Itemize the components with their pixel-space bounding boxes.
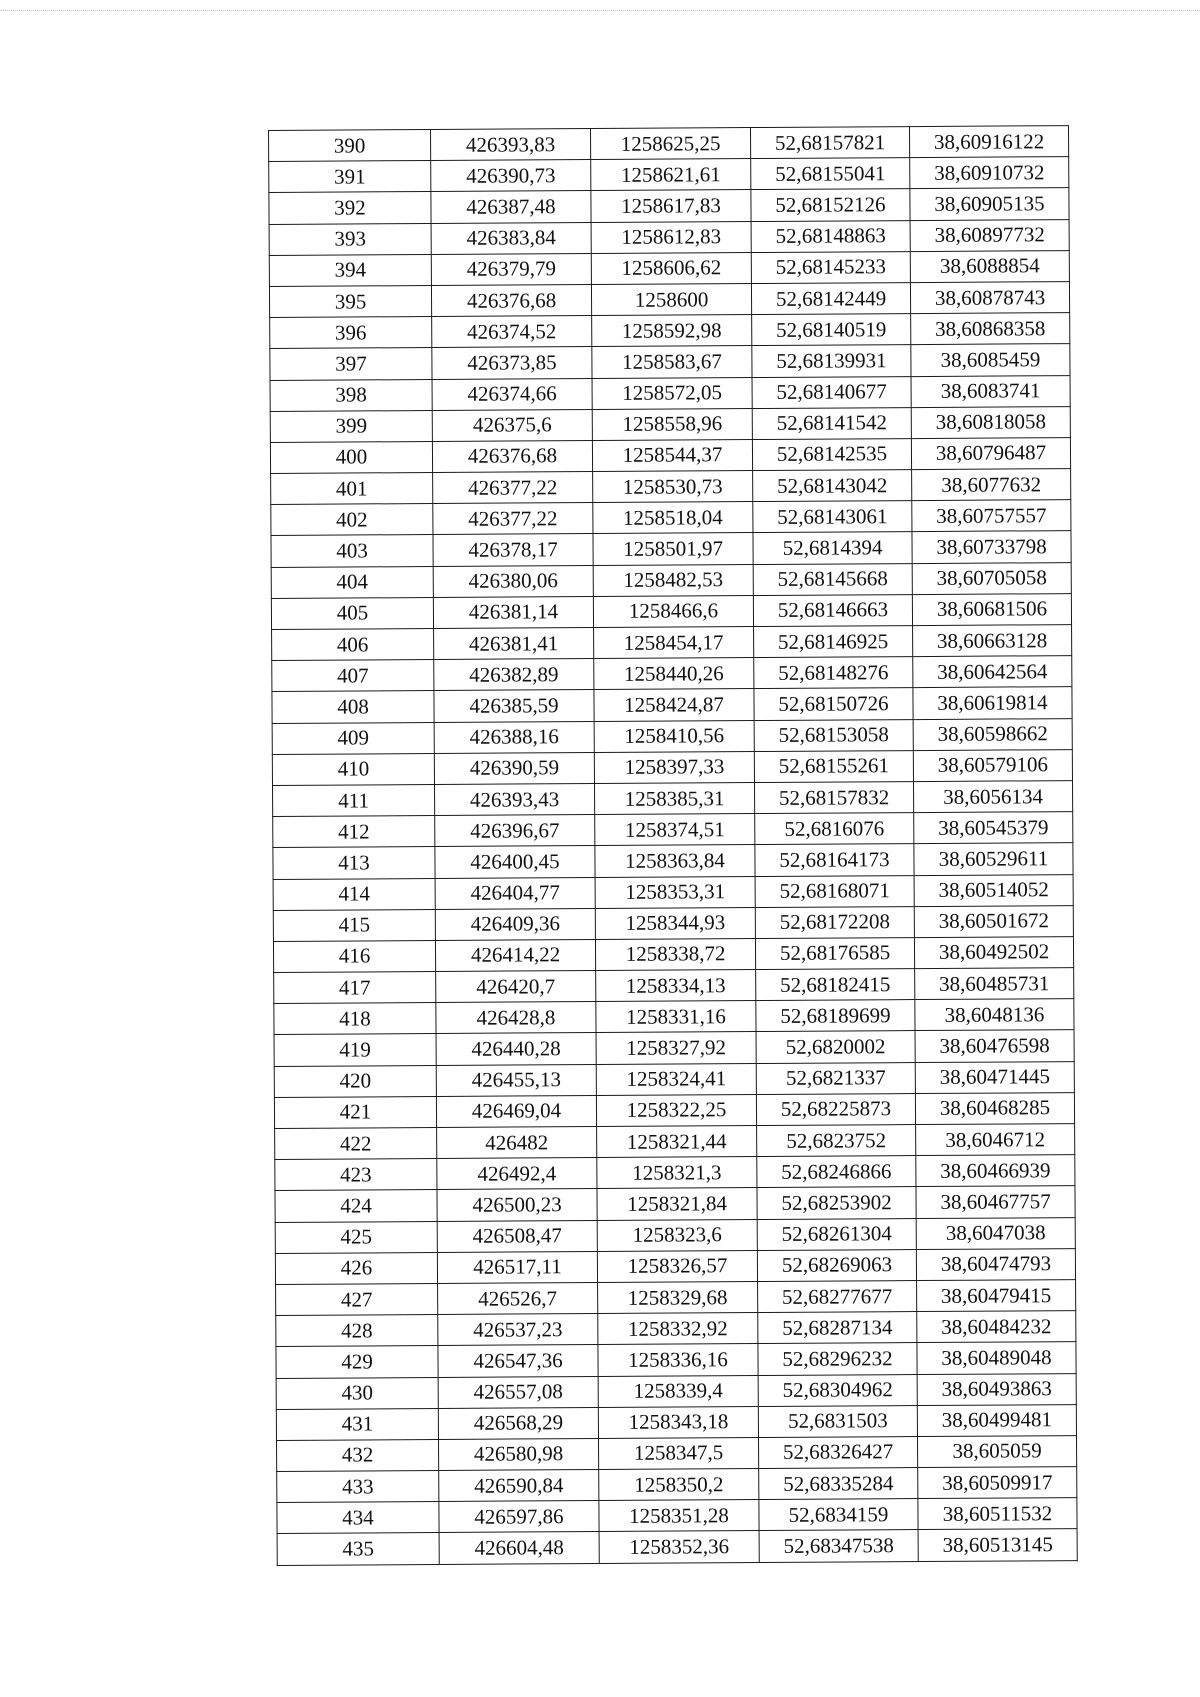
latitude-cell: 52,68143061 — [753, 501, 912, 533]
x-coordinate-cell: 426381,41 — [434, 628, 594, 660]
y-coordinate-cell: 1258352,36 — [599, 1531, 759, 1563]
x-coordinate-cell: 426387,48 — [431, 191, 591, 223]
table-row — [271, 531, 1071, 567]
latitude-cell: 52,68140519 — [752, 314, 911, 346]
x-coordinate-cell: 426508,47 — [437, 1220, 597, 1252]
x-coordinate-cell: 426604,48 — [439, 1532, 599, 1564]
y-coordinate-cell: 1258501,97 — [593, 533, 753, 565]
latitude-cell: 52,6816076 — [755, 813, 914, 845]
y-coordinate-cell: 1258482,53 — [593, 564, 753, 596]
table-row — [274, 999, 1074, 1035]
x-coordinate-cell: 426557,08 — [438, 1376, 598, 1408]
latitude-cell: 52,68155041 — [751, 158, 910, 190]
point-number-cell: 404 — [271, 566, 433, 598]
latitude-cell: 52,68172208 — [755, 906, 914, 938]
longitude-cell: 38,6085459 — [911, 344, 1070, 376]
point-number-cell: 409 — [272, 722, 434, 754]
latitude-cell: 52,68296232 — [758, 1343, 917, 1375]
longitude-cell: 38,60489048 — [917, 1342, 1076, 1374]
coordinates-table-body — [269, 126, 1078, 1565]
table-row — [276, 1404, 1076, 1440]
x-coordinate-cell: 426547,36 — [438, 1345, 598, 1377]
table-row — [272, 718, 1072, 754]
table-row — [276, 1373, 1076, 1409]
longitude-cell: 38,60474793 — [916, 1248, 1075, 1280]
latitude-cell: 52,6823752 — [757, 1125, 916, 1157]
point-number-cell: 407 — [272, 660, 434, 692]
latitude-cell: 52,68148276 — [754, 657, 913, 689]
table-row — [269, 188, 1069, 224]
y-coordinate-cell: 1258331,16 — [596, 1001, 756, 1033]
y-coordinate-cell: 1258374,51 — [595, 814, 755, 846]
point-number-cell: 416 — [273, 940, 435, 972]
latitude-cell: 52,6821337 — [756, 1062, 915, 1094]
coordinates-table — [268, 125, 1078, 1565]
table-row — [275, 1186, 1075, 1222]
latitude-cell: 52,68150726 — [754, 688, 913, 720]
point-number-cell: 390 — [269, 130, 431, 162]
y-coordinate-cell: 1258336,16 — [598, 1344, 758, 1376]
point-number-cell: 429 — [276, 1346, 438, 1378]
longitude-cell: 38,60705058 — [912, 562, 1071, 594]
y-coordinate-cell: 1258518,04 — [593, 502, 753, 534]
y-coordinate-cell: 1258440,26 — [594, 658, 754, 690]
latitude-cell: 52,68145668 — [753, 563, 912, 595]
y-coordinate-cell: 1258343,18 — [598, 1406, 758, 1438]
point-number-cell: 410 — [272, 753, 434, 785]
point-number-cell: 397 — [270, 348, 432, 380]
y-coordinate-cell: 1258339,4 — [598, 1375, 758, 1407]
point-number-cell: 396 — [270, 317, 432, 349]
x-coordinate-cell: 426482 — [437, 1127, 597, 1159]
point-number-cell: 426 — [275, 1252, 437, 1284]
y-coordinate-cell: 1258327,92 — [596, 1032, 756, 1064]
x-coordinate-cell: 426409,36 — [435, 908, 595, 940]
table-row — [273, 905, 1073, 941]
point-number-cell: 417 — [274, 972, 436, 1004]
table-row — [273, 874, 1073, 910]
latitude-cell: 52,68157832 — [754, 782, 913, 814]
table-row — [276, 1280, 1076, 1316]
y-coordinate-cell: 1258353,31 — [595, 876, 755, 908]
longitude-cell: 38,60619814 — [913, 687, 1072, 719]
longitude-cell: 38,6048136 — [915, 999, 1074, 1031]
x-coordinate-cell: 426404,77 — [435, 877, 595, 909]
y-coordinate-cell: 1258321,84 — [597, 1188, 757, 1220]
point-number-cell: 415 — [273, 909, 435, 941]
y-coordinate-cell: 1258592,98 — [592, 315, 752, 347]
longitude-cell: 38,60818058 — [911, 406, 1070, 438]
latitude-cell: 52,6814394 — [753, 532, 912, 564]
y-coordinate-cell: 1258572,05 — [592, 377, 752, 409]
table-row — [274, 968, 1074, 1004]
longitude-cell: 38,60485731 — [915, 968, 1074, 1000]
longitude-cell: 38,60796487 — [911, 437, 1070, 469]
longitude-cell: 38,60468285 — [915, 1092, 1074, 1124]
latitude-cell: 52,68347538 — [759, 1530, 918, 1562]
y-coordinate-cell: 1258612,83 — [591, 221, 751, 253]
latitude-cell: 52,68146663 — [753, 594, 912, 626]
longitude-cell: 38,60514052 — [914, 874, 1073, 906]
y-coordinate-cell: 1258410,56 — [594, 720, 754, 752]
x-coordinate-cell: 426380,06 — [433, 565, 593, 597]
x-coordinate-cell: 426381,14 — [433, 596, 593, 628]
x-coordinate-cell: 426390,73 — [431, 160, 591, 192]
y-coordinate-cell: 1258363,84 — [595, 845, 755, 877]
x-coordinate-cell: 426517,11 — [437, 1251, 597, 1283]
table-row — [272, 687, 1072, 723]
table-row — [270, 313, 1070, 349]
point-number-cell: 422 — [275, 1127, 437, 1159]
latitude-cell: 52,68287134 — [758, 1312, 917, 1344]
x-coordinate-cell: 426376,68 — [432, 440, 592, 472]
longitude-cell: 38,60509917 — [918, 1467, 1077, 1499]
latitude-cell: 52,68168071 — [755, 875, 914, 907]
table-row — [276, 1342, 1076, 1378]
longitude-cell: 38,6083741 — [911, 375, 1070, 407]
latitude-cell: 52,6820002 — [756, 1031, 915, 1063]
point-number-cell: 401 — [271, 473, 433, 505]
y-coordinate-cell: 1258466,6 — [593, 595, 753, 627]
y-coordinate-cell: 1258617,83 — [591, 190, 751, 222]
longitude-cell: 38,60493863 — [917, 1373, 1076, 1405]
y-coordinate-cell: 1258326,57 — [597, 1250, 757, 1282]
point-number-cell: 427 — [276, 1283, 438, 1315]
y-coordinate-cell: 1258323,6 — [597, 1219, 757, 1251]
table-row — [270, 406, 1070, 442]
x-coordinate-cell: 426385,59 — [434, 690, 594, 722]
longitude-cell: 38,6046712 — [916, 1124, 1075, 1156]
table-row — [273, 843, 1073, 879]
table-row — [277, 1498, 1077, 1534]
x-coordinate-cell: 426580,98 — [439, 1438, 599, 1470]
latitude-cell: 52,68155261 — [754, 750, 913, 782]
point-number-cell: 400 — [270, 441, 432, 473]
point-number-cell: 420 — [274, 1065, 436, 1097]
point-number-cell: 391 — [269, 161, 431, 193]
y-coordinate-cell: 1258606,62 — [591, 252, 751, 284]
table-row — [275, 1124, 1075, 1160]
x-coordinate-cell: 426396,67 — [435, 815, 595, 847]
latitude-cell: 52,6831503 — [758, 1405, 917, 1437]
table-row — [271, 469, 1071, 505]
longitude-cell: 38,60513145 — [918, 1529, 1077, 1561]
x-coordinate-cell: 426382,89 — [434, 659, 594, 691]
latitude-cell: 52,68140677 — [752, 376, 911, 408]
y-coordinate-cell: 1258600 — [591, 283, 751, 315]
y-coordinate-cell: 1258530,73 — [593, 471, 753, 503]
longitude-cell: 38,60471445 — [915, 1061, 1074, 1093]
latitude-cell: 52,68261304 — [757, 1218, 916, 1250]
x-coordinate-cell: 426469,04 — [436, 1095, 596, 1127]
x-coordinate-cell: 426590,84 — [439, 1470, 599, 1502]
point-number-cell: 405 — [271, 597, 433, 629]
y-coordinate-cell: 1258344,93 — [595, 907, 755, 939]
y-coordinate-cell: 1258321,44 — [597, 1126, 757, 1158]
x-coordinate-cell: 426526,7 — [438, 1282, 598, 1314]
x-coordinate-cell: 426500,23 — [437, 1189, 597, 1221]
point-number-cell: 428 — [276, 1315, 438, 1347]
longitude-cell: 38,60484232 — [917, 1311, 1076, 1343]
longitude-cell: 38,60905135 — [910, 188, 1069, 220]
latitude-cell: 52,68146925 — [754, 626, 913, 658]
point-number-cell: 392 — [269, 192, 431, 224]
latitude-cell: 52,68182415 — [756, 969, 915, 1001]
point-number-cell: 431 — [276, 1408, 438, 1440]
point-number-cell: 394 — [269, 254, 431, 286]
longitude-cell: 38,60733798 — [912, 531, 1071, 563]
point-number-cell: 414 — [273, 878, 435, 910]
latitude-cell: 52,68277677 — [758, 1280, 917, 1312]
table-row — [269, 282, 1069, 318]
latitude-cell: 52,68141542 — [752, 407, 911, 439]
x-coordinate-cell: 426388,16 — [434, 721, 594, 753]
latitude-cell: 52,68246866 — [757, 1156, 916, 1188]
latitude-cell: 52,68335284 — [759, 1468, 918, 1500]
latitude-cell: 52,68139931 — [752, 345, 911, 377]
latitude-cell: 52,68225873 — [756, 1093, 915, 1125]
longitude-cell: 38,60868358 — [911, 313, 1070, 345]
point-number-cell: 399 — [270, 410, 432, 442]
latitude-cell: 52,68145233 — [751, 251, 910, 283]
table-row — [269, 157, 1069, 193]
longitude-cell: 38,60579106 — [913, 749, 1072, 781]
x-coordinate-cell: 426414,22 — [435, 939, 595, 971]
latitude-cell: 52,68142535 — [752, 438, 911, 470]
y-coordinate-cell: 1258329,68 — [598, 1281, 758, 1313]
x-coordinate-cell: 426597,86 — [439, 1501, 599, 1533]
latitude-cell: 52,68143042 — [753, 470, 912, 502]
latitude-cell: 52,68142449 — [751, 283, 910, 315]
y-coordinate-cell: 1258350,2 — [599, 1469, 759, 1501]
table-row — [271, 562, 1071, 598]
longitude-cell: 38,60757557 — [912, 500, 1071, 532]
table-row — [272, 625, 1072, 661]
x-coordinate-cell: 426440,28 — [436, 1033, 596, 1065]
point-number-cell: 398 — [270, 379, 432, 411]
x-coordinate-cell: 426374,66 — [432, 378, 592, 410]
longitude-cell: 38,60878743 — [910, 282, 1069, 314]
y-coordinate-cell: 1258558,96 — [592, 408, 752, 440]
x-coordinate-cell: 426379,79 — [431, 253, 591, 285]
y-coordinate-cell: 1258347,5 — [598, 1437, 758, 1469]
x-coordinate-cell: 426377,22 — [433, 472, 593, 504]
longitude-cell: 38,60479415 — [917, 1280, 1076, 1312]
y-coordinate-cell: 1258324,41 — [596, 1063, 756, 1095]
table-row — [277, 1529, 1077, 1565]
longitude-cell: 38,60663128 — [913, 625, 1072, 657]
latitude-cell: 52,68269063 — [757, 1249, 916, 1281]
x-coordinate-cell: 426373,85 — [432, 347, 592, 379]
table-row — [277, 1435, 1077, 1471]
y-coordinate-cell: 1258397,33 — [594, 751, 754, 783]
point-number-cell: 406 — [272, 628, 434, 660]
table-row — [275, 1155, 1075, 1191]
longitude-cell: 38,60529611 — [914, 843, 1073, 875]
y-coordinate-cell: 1258625,25 — [590, 128, 750, 160]
table-row — [274, 1030, 1074, 1066]
longitude-cell: 38,60681506 — [912, 593, 1071, 625]
y-coordinate-cell: 1258583,67 — [592, 346, 752, 378]
y-coordinate-cell: 1258322,25 — [596, 1094, 756, 1126]
point-number-cell: 408 — [272, 691, 434, 723]
y-coordinate-cell: 1258544,37 — [592, 439, 752, 471]
point-number-cell: 433 — [277, 1471, 439, 1503]
point-number-cell: 402 — [271, 504, 433, 536]
longitude-cell: 38,60598662 — [913, 718, 1072, 750]
table-row — [271, 593, 1071, 629]
x-coordinate-cell: 426375,6 — [432, 409, 592, 441]
x-coordinate-cell: 426378,17 — [433, 534, 593, 566]
longitude-cell: 38,6047038 — [916, 1217, 1075, 1249]
longitude-cell: 38,60467757 — [916, 1186, 1075, 1218]
table-row — [270, 344, 1070, 380]
point-number-cell: 424 — [275, 1190, 437, 1222]
point-number-cell: 423 — [275, 1159, 437, 1191]
longitude-cell: 38,60492502 — [914, 936, 1073, 968]
longitude-cell: 38,60916122 — [909, 126, 1068, 158]
longitude-cell: 38,6056134 — [913, 781, 1072, 813]
table-row — [269, 250, 1069, 286]
point-number-cell: 418 — [274, 1003, 436, 1035]
longitude-cell: 38,6077632 — [912, 469, 1071, 501]
table-row — [273, 781, 1073, 817]
x-coordinate-cell: 426492,4 — [437, 1158, 597, 1190]
table-row — [270, 437, 1070, 473]
y-coordinate-cell: 1258332,92 — [598, 1313, 758, 1345]
point-number-cell: 413 — [273, 847, 435, 879]
point-number-cell: 432 — [277, 1439, 439, 1471]
longitude-cell: 38,60476598 — [915, 1030, 1074, 1062]
longitude-cell: 38,60499481 — [917, 1404, 1076, 1436]
table-row — [269, 219, 1069, 255]
longitude-cell: 38,60466939 — [916, 1155, 1075, 1187]
table-row — [272, 749, 1072, 785]
latitude-cell: 52,68189699 — [756, 1000, 915, 1032]
point-number-cell: 411 — [273, 784, 435, 816]
longitude-cell: 38,60897732 — [910, 219, 1069, 251]
latitude-cell: 52,68164173 — [755, 844, 914, 876]
latitude-cell: 52,68152126 — [751, 189, 910, 221]
longitude-cell: 38,60511532 — [918, 1498, 1077, 1530]
table-row — [273, 936, 1073, 972]
x-coordinate-cell: 426383,84 — [431, 222, 591, 254]
x-coordinate-cell: 426537,23 — [438, 1314, 598, 1346]
x-coordinate-cell: 426390,59 — [434, 752, 594, 784]
x-coordinate-cell: 426374,52 — [432, 316, 592, 348]
table-row — [274, 1061, 1074, 1097]
table-row — [272, 656, 1072, 692]
x-coordinate-cell: 426393,83 — [431, 129, 591, 161]
y-coordinate-cell: 1258385,31 — [594, 782, 754, 814]
table-row — [276, 1311, 1076, 1347]
longitude-cell: 38,60501672 — [914, 905, 1073, 937]
point-number-cell: 430 — [276, 1377, 438, 1409]
x-coordinate-cell: 426428,8 — [436, 1002, 596, 1034]
point-number-cell: 425 — [275, 1221, 437, 1253]
table-row — [275, 1248, 1075, 1284]
longitude-cell: 38,60642564 — [913, 656, 1072, 688]
y-coordinate-cell: 1258621,61 — [591, 159, 751, 191]
longitude-cell: 38,605059 — [917, 1435, 1076, 1467]
point-number-cell: 434 — [277, 1502, 439, 1534]
longitude-cell: 38,60545379 — [914, 812, 1073, 844]
point-number-cell: 421 — [274, 1096, 436, 1128]
latitude-cell: 52,68176585 — [755, 937, 914, 969]
y-coordinate-cell: 1258454,17 — [594, 627, 754, 659]
table-row — [271, 500, 1071, 536]
table-row — [273, 812, 1073, 848]
table-row — [275, 1217, 1075, 1253]
latitude-cell: 52,68253902 — [757, 1187, 916, 1219]
point-number-cell: 403 — [271, 535, 433, 567]
x-coordinate-cell: 426568,29 — [438, 1407, 598, 1439]
y-coordinate-cell: 1258321,3 — [597, 1157, 757, 1189]
x-coordinate-cell: 426420,7 — [436, 971, 596, 1003]
table-row — [270, 375, 1070, 411]
y-coordinate-cell: 1258351,28 — [599, 1500, 759, 1532]
latitude-cell: 52,68153058 — [754, 719, 913, 751]
table-row — [269, 126, 1069, 162]
y-coordinate-cell: 1258334,13 — [596, 970, 756, 1002]
x-coordinate-cell: 426377,22 — [433, 503, 593, 535]
x-coordinate-cell: 426376,68 — [431, 284, 591, 316]
x-coordinate-cell: 426393,43 — [435, 783, 595, 815]
point-number-cell: 419 — [274, 1034, 436, 1066]
longitude-cell: 38,60910732 — [910, 157, 1069, 189]
point-number-cell: 393 — [269, 223, 431, 255]
y-coordinate-cell: 1258424,87 — [594, 689, 754, 721]
latitude-cell: 52,68157821 — [750, 127, 909, 159]
table-row — [277, 1467, 1077, 1503]
x-coordinate-cell: 426455,13 — [436, 1064, 596, 1096]
latitude-cell: 52,6834159 — [759, 1499, 918, 1531]
point-number-cell: 412 — [273, 816, 435, 848]
x-coordinate-cell: 426400,45 — [435, 846, 595, 878]
latitude-cell: 52,68326427 — [758, 1436, 917, 1468]
point-number-cell: 395 — [269, 285, 431, 317]
table-row — [274, 1092, 1074, 1128]
y-coordinate-cell: 1258338,72 — [595, 938, 755, 970]
latitude-cell: 52,68148863 — [751, 220, 910, 252]
scan-edge-line — [0, 10, 1200, 11]
longitude-cell: 38,6088854 — [910, 250, 1069, 282]
latitude-cell: 52,68304962 — [758, 1374, 917, 1406]
point-number-cell: 435 — [277, 1533, 439, 1565]
